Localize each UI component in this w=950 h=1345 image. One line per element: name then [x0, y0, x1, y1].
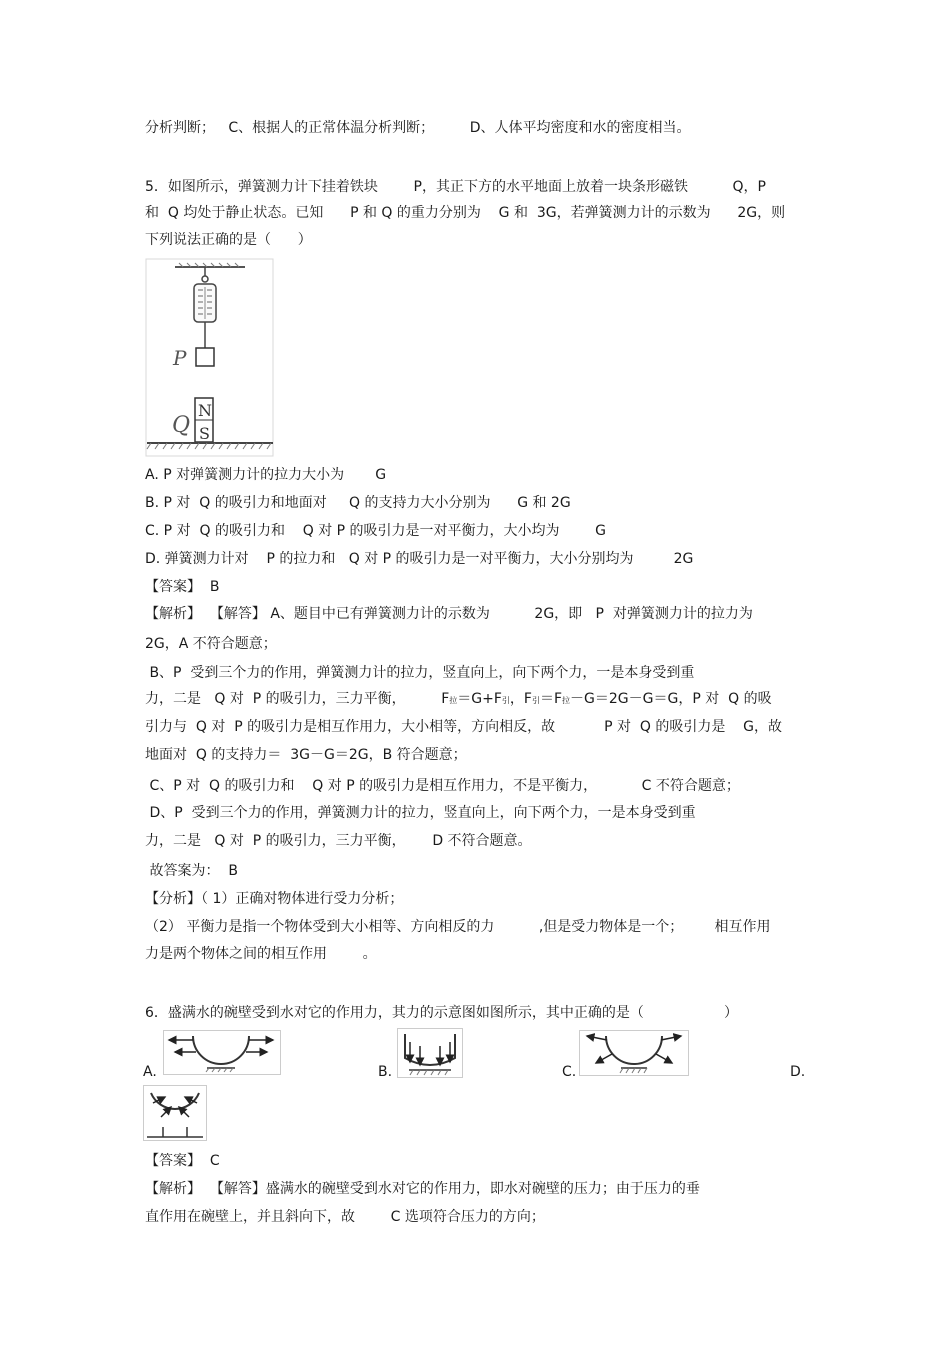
magnet-n-label: N — [198, 401, 212, 420]
bowl-figure-a — [163, 1030, 281, 1075]
explanation-line: 引力与 Q 对 P 的吸引力是相互作用力，大小相等，方向相反，故 P 对 Q 的吸引力是 G，故 — [145, 719, 783, 735]
magnet-s-label: S — [199, 424, 210, 443]
explanation-line: D、P 受到三个力的作用，弹簧测力计的拉力，竖直向上，向下两个力，一是本身受到重 — [145, 805, 696, 821]
explanation-line: 力，二是 Q 对 P 的吸引力，三力平衡， D 不符合题意。 — [145, 833, 532, 849]
analysis-line: 力是两个物体之间的相互作用 。 — [145, 946, 377, 962]
label-q: Q — [172, 413, 191, 438]
option-b-label: B. — [378, 1064, 393, 1080]
bowl-figure-d — [143, 1085, 207, 1141]
explanation-line: B、P 受到三个力的作用，弹簧测力计的拉力，竖直向上，向下两个力，一是本身受到重 — [145, 665, 695, 681]
explanation-line-equation: 力，二是 Q 对 P 的吸引力，三力平衡， F拉＝G+F引，F引＝F拉－G＝2G－G＝G，P 对 Q 的吸 — [145, 691, 772, 707]
explanation-line: C、P 对 Q 的吸引力和 Q 对 P 的吸引力是相互作用力，不是平衡力， C 不符合题意； — [145, 778, 740, 794]
option-c-label: C. — [562, 1064, 577, 1080]
analysis-line: 【分析】（ 1）正确对物体进行受力分析； — [145, 891, 404, 907]
answer-6: 【答案】 C — [145, 1153, 220, 1169]
question-5-stem: 和 Q 均处于静止状态。已知 P 和 Q 的重力分别为 G 和 3G，若弹簧测力计的示数为 2G，则 — [145, 205, 786, 221]
question-5-stem: 5．如图所示，弹簧测力计下挂着铁块 P，其正下方的水平地面上放着一块条形磁铁 Q，P — [145, 179, 766, 195]
text-line: 分析判断； C、根据人的正常体温分析判断； D、人体平均密度和水的密度相当。 — [145, 120, 691, 136]
option-d-label: D. — [790, 1064, 806, 1080]
bowl-figure-c — [579, 1030, 689, 1076]
option-b: B. P 对 Q 的吸引力和地面对 Q 的支持力大小分别为 G 和 2G — [145, 495, 571, 511]
option-a: A. P 对弹簧测力计的拉力大小为 G — [145, 467, 387, 483]
explanation-line: 直作用在碗壁上，并且斜向下，故 C 选项符合压力的方向； — [145, 1209, 545, 1225]
spring-scale-magnet-figure — [145, 258, 275, 458]
explanation-line: 2G，A 不符合题意； — [145, 636, 277, 652]
option-d: D. 弹簧测力计对 P 的拉力和 Q 对 P 的吸引力是一对平衡力，大小分别均为 2G — [145, 551, 694, 567]
explanation-line: 【解析】 【解答】 A、题目中已有弹簧测力计的示数为 2G，即 P 对弹簧测力计的拉力为 — [145, 606, 753, 622]
bowl-figure-b — [397, 1028, 463, 1078]
explanation-line: 地面对 Q 的支持力＝ 3G－G＝2G，B 符合题意； — [145, 747, 467, 763]
explanation-line: 故答案为： B — [145, 863, 238, 879]
label-p: P — [173, 346, 187, 370]
analysis-line: （2） 平衡力是指一个物体受到大小相等、方向相反的力 ,但是受力物体是一个； 相互作用 — [145, 919, 771, 935]
answer-5: 【答案】 B — [145, 579, 220, 595]
question-5-stem: 下列说法正确的是（ ） — [145, 232, 312, 248]
option-a-label: A. — [143, 1064, 157, 1080]
option-c: C. P 对 Q 的吸引力和 Q 对 P 的吸引力是一对平衡力，大小均为 G — [145, 523, 607, 539]
explanation-line: 【解析】 【解答】盛满水的碗壁受到水对它的作用力，即水对碗壁的压力；由于压力的垂 — [145, 1181, 700, 1197]
question-6-stem: 6．盛满水的碗壁受到水对它的作用力，其力的示意图如图所示，其中正确的是（ ） — [145, 1005, 739, 1021]
